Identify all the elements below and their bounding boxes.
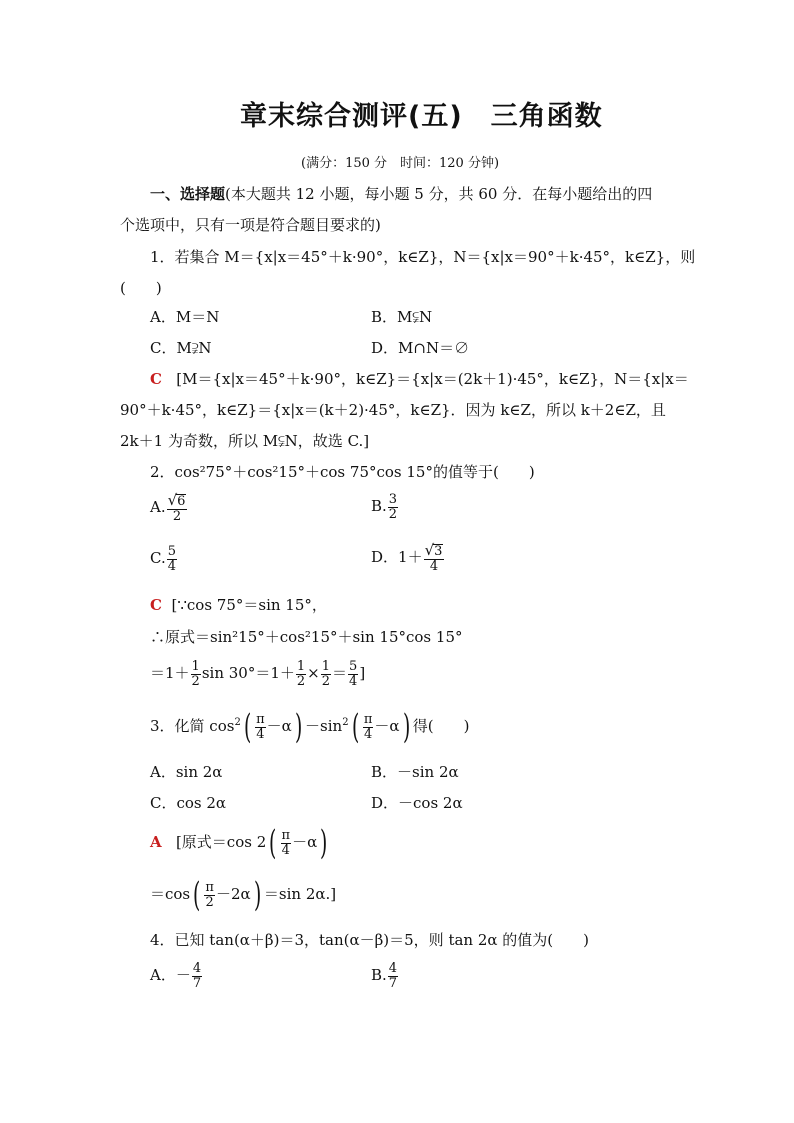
q3-answer: A <box>150 833 162 851</box>
q2-stem: 2．cos²75°＋cos²15°＋cos 75°cos 15°的值等于( ) <box>150 463 535 481</box>
q3-option-d: D．－cos 2α <box>371 794 463 812</box>
q4-option-b: B. $\frac{4}{7}$ <box>371 961 398 991</box>
q2-solution-line3: ＝1＋ $\frac{1}{2}$ sin 30°＝1＋ $\frac{1}{2}$ × $\frac{1}{2}$ ＝ $\frac{5}{4}$ ] <box>150 659 366 689</box>
q1-solution-line1: C [M＝{x|x＝45°＋k·90°，k∈Z}＝{x|x＝(2k＋1)·45°，k∈Z}，N＝{x|x＝ <box>150 370 689 388</box>
q1-solution-line2: 90°＋k·45°，k∈Z}＝{x|x＝(k＋2)·45°，k∈Z}．因为 k∈Z，所以 k＋2∈Z，且 <box>120 401 666 419</box>
q3-option-b: B．－sin 2α <box>371 763 459 781</box>
q4-option-a: A．－ $\frac{4}{7}$ <box>150 961 202 991</box>
q2-solution-line2: ∴原式＝sin²15°＋cos²15°＋sin 15°cos 15° <box>150 628 463 646</box>
page-title: 章末综合测评(五) 三角函数 <box>240 101 603 132</box>
q2-answer: C <box>150 596 162 614</box>
q3-solution-line2: ＝cos( $\frac{\pi}{2}$ －2α) ＝sin 2α.] <box>150 875 337 915</box>
q3-stem: 3．化简 $\cos^2$( $\frac{\pi}{4}$ $-\alpha) -\sin^2$( $\frac{\pi}{4}$ －α) 得( ) <box>150 707 470 747</box>
q1-option-b: B．M⫋N <box>371 308 433 326</box>
q3-solution-line1: A [原式＝cos 2( $\frac{\pi}{4}$ －α) <box>150 823 328 863</box>
q1-option-d: D．M∩N＝∅ <box>371 339 470 357</box>
q2-solution-line1: C [∵cos 75°＝sin 15°， <box>150 596 327 614</box>
section-line2: 个选项中，只有一项是符合题目要求的) <box>120 216 381 234</box>
q4-stem: 4．已知 tan(α＋β)＝3，tan(α－β)＝5，则 tan 2α 的值为( ) <box>150 931 589 949</box>
q3-option-c: C．cos 2α <box>150 794 227 812</box>
q1-option-a: A．M＝N <box>150 308 220 326</box>
q2-option-a: A. $\frac{√6}{2}$ <box>150 491 186 524</box>
q1-stem: 1．若集合 M＝{x|x＝45°＋k·90°，k∈Z}，N＝{x|x＝90°＋k·45°，k∈Z}，则 <box>150 248 696 266</box>
q3-option-a: A．sin 2α <box>150 763 223 781</box>
q1-answer: C <box>150 370 162 388</box>
q1-option-c: C．M⫌N <box>150 339 212 357</box>
q1-stem-blank: ( ) <box>120 279 162 297</box>
q1-solution-line3: 2k＋1 为奇数，所以 M⫋N，故选 C.] <box>120 432 370 450</box>
q2-option-c: C. $\frac{5}{4}$ <box>150 544 176 574</box>
q2-option-b: B. $\frac{3}{2}$ <box>371 492 398 522</box>
page-subtitle: (满分：150 分 时间：120 分钟) <box>301 156 500 171</box>
q2-option-d: D．1＋ $\frac{√3}{4}$ <box>371 541 443 574</box>
section-heading: 一、选择题(本大题共 12 小题，每小题 5 分，共 60 分．在每小题给出的四 <box>150 185 653 203</box>
